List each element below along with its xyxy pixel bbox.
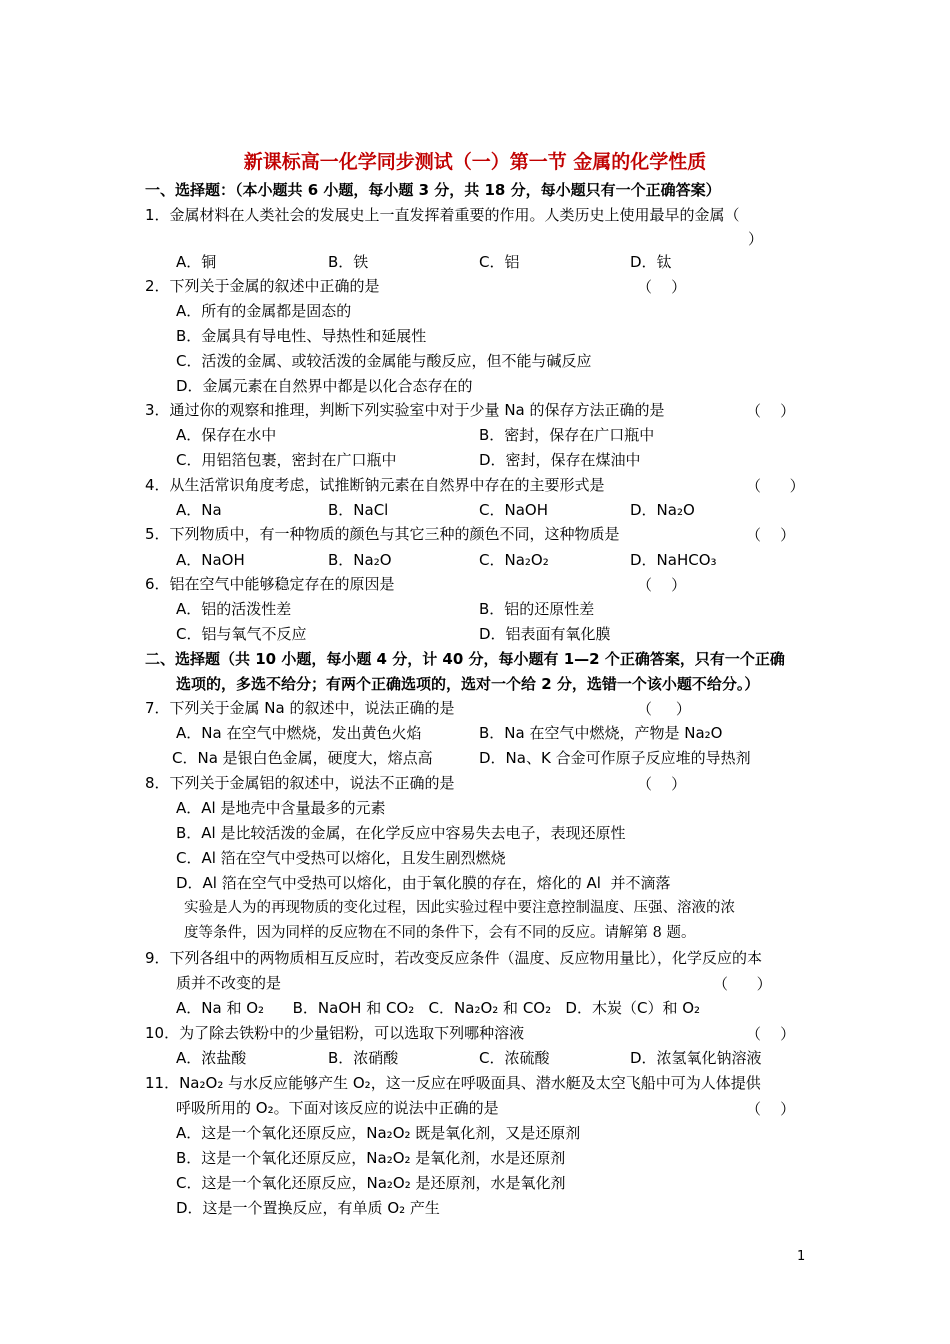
- q6-option-a: A．铝的活泼性差: [176, 600, 292, 618]
- q9-options: A．Na 和 O₂ B．NaOH 和 CO₂ C．Na₂O₂ 和 CO₂ D．木炭（C）和 O₂: [176, 999, 701, 1017]
- q3-option-d: D．密封，保存在煤油中: [479, 451, 641, 469]
- experiment-note-line2: 度等条件，因为同样的反应物在不同的条件下，会有不同的反应。请解第 8 题。: [184, 925, 696, 941]
- q11-stem-line2: 呼吸所用的 O₂。下面对该反应的说法中正确的是: [176, 1099, 499, 1117]
- q3-option-c: C．用铝箔包裹，密封在广口瓶中: [176, 451, 397, 469]
- section2-header-line1: 二、选择题（共 10 小题，每小题 4 分，计 40 分，每小题有 1—2 个正确答案，只有一个正确: [145, 650, 785, 668]
- q11-option-d: D．这是一个置换反应，有单质 O₂ 产生: [176, 1199, 440, 1217]
- q4-option-b: B．NaCl: [328, 501, 389, 519]
- q7-option-c: C．Na 是银白色金属，硬度大，熔点高: [172, 749, 433, 767]
- section2-header-line2: 选项的，多选不给分；有两个正确选项的，选对一个给 2 分，选错一个该小题不给分。）: [176, 675, 760, 693]
- experiment-note-line1: 实验是人为的再现物质的变化过程，因此实验过程中要注意控制温度、压强、溶液的浓: [184, 900, 735, 916]
- q2-option-c: C．活泼的金属、或较活泼的金属能与酸反应，但不能与碱反应: [176, 352, 592, 370]
- q3-stem: 3．通过你的观察和推理，判断下列实验室中对于少量 Na 的保存方法正确的是: [145, 401, 665, 419]
- q1-stem: 1．金属材料在人类社会的发展史上一直发挥着重要的作用。人类历史上使用最早的金属（: [145, 206, 740, 224]
- q1-option-d: D．钛: [630, 253, 672, 271]
- q5-option-b: B．Na₂O: [328, 551, 392, 569]
- q9-answer-paren: （ ）: [713, 975, 772, 993]
- q1-answer-paren: ）: [748, 230, 764, 248]
- q10-option-d: D．浓氢氧化钠溶液: [630, 1049, 762, 1067]
- q9-stem-line1: 9．下列各组中的两物质相互反应时，若改变反应条件（温度、反应物用量比），化学反应的本: [145, 949, 763, 967]
- q2-option-a: A．所有的金属都是固态的: [176, 302, 352, 320]
- q8-option-c: C．Al 箔在空气中受热可以熔化，且发生剧烈燃烧: [176, 849, 506, 867]
- q7-option-b: B．Na 在空气中燃烧，产物是 Na₂O: [479, 724, 723, 742]
- q4-option-d: D．Na₂O: [630, 501, 695, 519]
- q9-stem-line2: 质并不改变的是: [176, 974, 282, 992]
- q10-option-b: B．浓硝酸: [328, 1049, 399, 1067]
- document-title: 新课标高一化学同步测试（一）第一节 金属的化学性质: [243, 151, 707, 173]
- q4-option-a: A．Na: [176, 501, 222, 519]
- q11-stem-line1: 11．Na₂O₂ 与水反应能够产生 O₂，这一反应在呼吸面具、潜水艇及太空飞船中可为人体提供: [145, 1074, 761, 1092]
- q3-answer-paren: （ ）: [746, 402, 796, 420]
- section1-header: 一、选择题：（本小题共 6 小题，每小题 3 分，共 18 分，每小题只有一个正确答案）: [145, 181, 721, 199]
- q2-option-b: B．金属具有导电性、导热性和延展性: [176, 327, 427, 345]
- q8-option-b: B．Al 是比较活泼的金属，在化学反应中容易失去电子，表现还原性: [176, 824, 626, 842]
- q5-option-a: A．NaOH: [176, 551, 245, 569]
- q2-stem: 2．下列关于金属的叙述中正确的是: [145, 277, 380, 295]
- q10-option-a: A．浓盐酸: [176, 1049, 247, 1067]
- q11-option-b: B．这是一个氧化还原反应，Na₂O₂ 是氧化剂，水是还原剂: [176, 1149, 566, 1167]
- q6-answer-paren: （ ）: [637, 576, 687, 594]
- q5-answer-paren: （ ）: [746, 526, 796, 544]
- q7-option-d: D．Na、K 合金可作原子反应堆的导热剂: [479, 749, 751, 767]
- q8-answer-paren: （ ）: [637, 775, 687, 793]
- q1-option-c: C．铝: [479, 253, 520, 271]
- q10-stem: 10．为了除去铁粉中的少量铝粉，可以选取下列哪种溶液: [145, 1024, 525, 1042]
- q7-answer-paren: （ ）: [637, 700, 691, 718]
- q8-stem: 8．下列关于金属铝的叙述中，说法不正确的是: [145, 774, 455, 792]
- q11-answer-paren: （ ）: [746, 1100, 796, 1118]
- q11-option-c: C．这是一个氧化还原反应，Na₂O₂ 是还原剂，水是氧化剂: [176, 1174, 566, 1192]
- q4-option-c: C．NaOH: [479, 501, 548, 519]
- q6-option-b: B．铝的还原性差: [479, 600, 595, 618]
- q7-option-a: A．Na 在空气中燃烧，发出黄色火焰: [176, 724, 422, 742]
- q10-answer-paren: （ ）: [746, 1025, 796, 1043]
- q1-option-a: A．铜: [176, 253, 217, 271]
- q4-answer-paren: （ ）: [746, 477, 805, 495]
- q3-option-b: B．密封，保存在广口瓶中: [479, 426, 655, 444]
- q4-stem: 4．从生活常识角度考虑，试推断钠元素在自然界中存在的主要形式是: [145, 476, 605, 494]
- q7-stem: 7．下列关于金属 Na 的叙述中，说法正确的是: [145, 699, 455, 717]
- q6-option-d: D．铝表面有氧化膜: [479, 625, 611, 643]
- q8-option-a: A．Al 是地壳中含量最多的元素: [176, 799, 386, 817]
- q2-answer-paren: （ ）: [637, 278, 687, 296]
- q8-option-d: D．Al 箔在空气中受热可以熔化，由于氧化膜的存在，熔化的 Al 并不滴落: [176, 874, 671, 892]
- page-number: 1: [797, 1249, 806, 1264]
- q10-option-c: C．浓硫酸: [479, 1049, 550, 1067]
- q2-option-d: D．金属元素在自然界中都是以化合态存在的: [176, 377, 473, 395]
- q3-option-a: A．保存在水中: [176, 426, 277, 444]
- q5-option-d: D．NaHCO₃: [630, 551, 717, 569]
- q11-option-a: A．这是一个氧化还原反应，Na₂O₂ 既是氧化剂，又是还原剂: [176, 1124, 581, 1142]
- q5-option-c: C．Na₂O₂: [479, 551, 549, 569]
- q6-stem: 6．铝在空气中能够稳定存在的原因是: [145, 575, 395, 593]
- q1-option-b: B．铁: [328, 253, 369, 271]
- q6-option-c: C．铝与氧气不反应: [176, 625, 307, 643]
- q5-stem: 5．下列物质中，有一种物质的颜色与其它三种的颜色不同，这种物质是: [145, 525, 620, 543]
